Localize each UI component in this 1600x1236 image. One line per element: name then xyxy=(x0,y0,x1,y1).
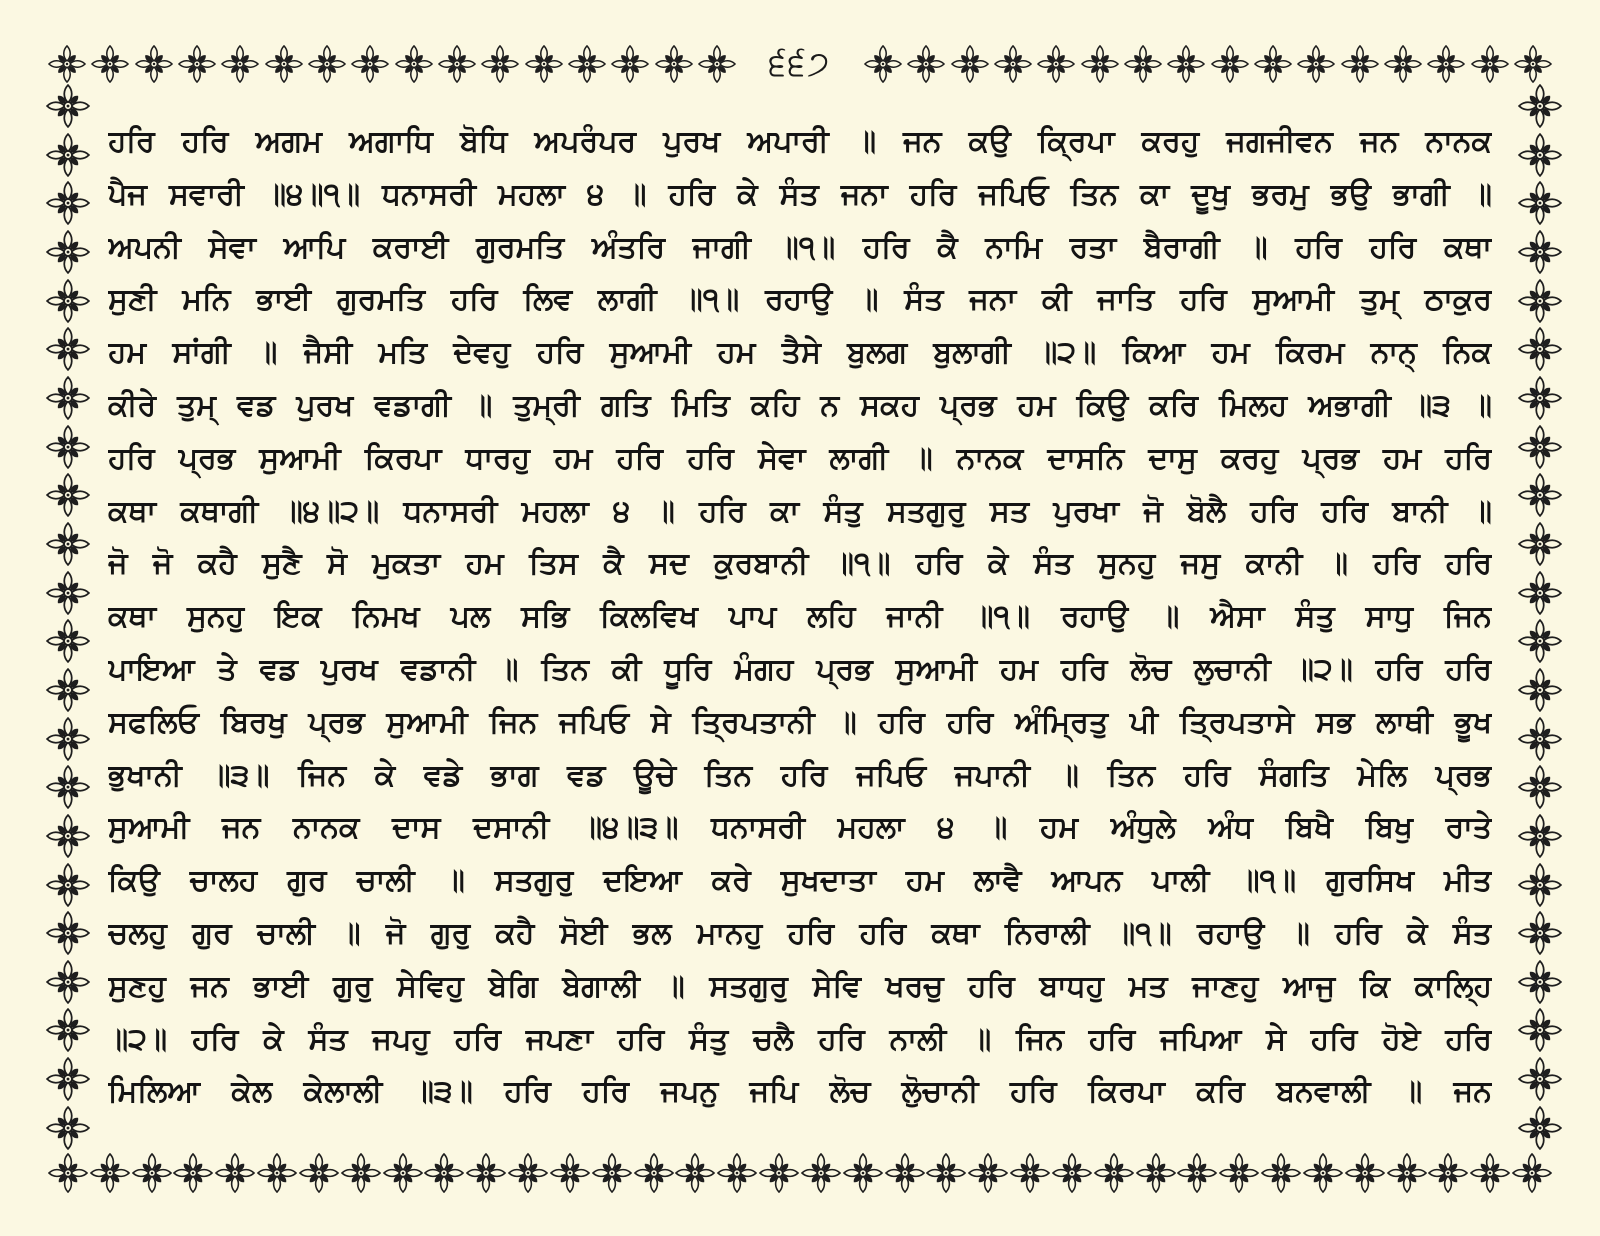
text-line: ਪਾਇਆ ਤੇ ਵਡ ਪੁਰਖ ਵਡਾਨੀ ॥ ਤਿਨ ਕੀ ਧੂਰਿ ਮੰਗਹ ਪ੍ਰਭ ਸੁਆਮੀ ਹਮ ਹਰਿ ਲੋਚ ਲੁਚਾਨੀ ॥੨॥ ਹਰਿ ਹਰਿ xyxy=(108,651,1492,687)
text-line: ਜੋ ਜੋ ਕਹੈ ਸੁਣੈ ਸੋ ਮੁਕਤਾ ਹਮ ਤਿਸ ਕੈ ਸਦ ਕੁਰਬਾਨੀ ॥੧॥ ਹਰਿ ਕੇ ਸੰਤ ਸੁਨਹੁ ਜਸੁ ਕਾਨੀ ॥ ਹਰਿ ਹਰਿ xyxy=(108,546,1492,582)
text-line: ਕਥਾ ਸੁਨਹੁ ਇਕ ਨਿਮਖ ਪਲ ਸਭਿ ਕਿਲਵਿਖ ਪਾਪ ਲਹਿ ਜਾਨੀ ॥੧॥ ਰਹਾਉ ॥ ਐਸਾ ਸੰਤੁ ਸਾਧੁ ਜਿਨ xyxy=(108,599,1492,635)
eight-petal-flower-icon xyxy=(424,1153,464,1193)
eight-petal-flower-icon xyxy=(46,279,90,323)
text-line: ਪੈਜ ਸਵਾਰੀ ॥੪॥੧॥ ਧਨਾਸਰੀ ਮਹਲਾ ੪ ॥ ਹਰਿ ਕੇ ਸੰਤ ਜਨਾ ਹਰਿ ਜਪਿਓ ਤਿਨ ਕਾ ਦੂਖੁ ਭਰਮੁ ਭਉ ਭਾਗੀ ॥ xyxy=(108,176,1492,212)
eight-petal-flower-icon xyxy=(1518,84,1562,128)
eight-petal-flower-icon xyxy=(717,1153,757,1193)
eight-petal-flower-icon xyxy=(265,45,303,83)
eight-petal-flower-icon xyxy=(46,181,90,225)
eight-petal-flower-icon xyxy=(1518,230,1562,274)
eight-petal-flower-icon xyxy=(132,1153,172,1193)
eight-petal-flower-icon xyxy=(46,522,90,566)
eight-petal-flower-icon xyxy=(759,1153,799,1193)
eight-petal-flower-icon xyxy=(351,45,389,83)
text-line: ਕਿਉ ਚਾਲਹ ਗੁਰ ਚਾਲੀ ॥ ਸਤਗੁਰੁ ਦਇਆ ਕਰੇ ਸੁਖਦਾਤਾ ਹਮ ਲਾਵੈ ਆਪਨ ਪਾਲੀ ॥੧॥ ਗੁਰਸਿਖ ਮੀਤ xyxy=(108,863,1492,899)
page-number: ੬੬੭ xyxy=(768,44,832,84)
eight-petal-flower-icon xyxy=(178,45,216,83)
eight-petal-flower-icon xyxy=(395,45,433,83)
eight-petal-flower-icon xyxy=(466,1153,506,1193)
eight-petal-flower-icon xyxy=(592,1153,632,1193)
eight-petal-flower-icon xyxy=(46,473,90,517)
eight-petal-flower-icon xyxy=(864,45,902,83)
eight-petal-flower-icon xyxy=(1512,1153,1552,1193)
bottom-border xyxy=(48,1150,1552,1196)
eight-petal-flower-icon xyxy=(1518,279,1562,323)
eight-petal-flower-icon xyxy=(801,1153,841,1193)
eight-petal-flower-icon xyxy=(1341,45,1379,83)
eight-petal-flower-icon xyxy=(675,1153,715,1193)
eight-petal-flower-icon xyxy=(173,1153,213,1193)
eight-petal-flower-icon xyxy=(46,571,90,615)
eight-petal-flower-icon xyxy=(1514,45,1552,83)
eight-petal-flower-icon xyxy=(46,376,90,420)
eight-petal-flower-icon xyxy=(525,45,563,83)
eight-petal-flower-icon xyxy=(655,45,693,83)
eight-petal-flower-icon xyxy=(1518,473,1562,517)
eight-petal-flower-icon xyxy=(1518,1057,1562,1101)
eight-petal-flower-icon xyxy=(885,1153,925,1193)
text-line: ਹਰਿ ਹਰਿ ਅਗਮ ਅਗਾਧਿ ਬੋਧਿ ਅਪਰੰਪਰ ਪੁਰਖ ਅਪਾਰੀ ॥ ਜਨ ਕਉ ਕ੍ਰਿਪਾ ਕਰਹੁ ਜਗਜੀਵਨ ਜਨ ਨਾਨਕ xyxy=(108,124,1492,159)
eight-petal-flower-icon xyxy=(926,1153,966,1193)
eight-petal-flower-icon xyxy=(46,425,90,469)
eight-petal-flower-icon xyxy=(438,45,476,83)
text-line: ਹਰਿ ਪ੍ਰਭ ਸੁਆਮੀ ਕਿਰਪਾ ਧਾਰਹੁ ਹਮ ਹਰਿ ਹਰਿ ਸੇਵਾ ਲਾਗੀ ॥ ਨਾਨਕ ਦਾਸਨਿ ਦਾਸੁ ਕਰਹੁ ਪ੍ਰਭ ਹਮ ਹਰਿ xyxy=(108,440,1492,476)
eight-petal-flower-icon xyxy=(135,45,173,83)
eight-petal-flower-icon xyxy=(1518,619,1562,663)
left-border xyxy=(40,84,96,1150)
eight-petal-flower-icon xyxy=(1254,45,1292,83)
eight-petal-flower-icon xyxy=(1518,863,1562,907)
eight-petal-flower-icon xyxy=(1518,668,1562,712)
eight-petal-flower-icon xyxy=(1518,425,1562,469)
eight-petal-flower-icon xyxy=(1219,1153,1259,1193)
eight-petal-flower-icon xyxy=(1518,911,1562,955)
eight-petal-flower-icon xyxy=(46,668,90,712)
eight-petal-flower-icon xyxy=(1518,181,1562,225)
text-line: ਸੁਣਹੁ ਜਨ ਭਾਈ ਗੁਰੁ ਸੇਵਿਹੁ ਬੇਗਿ ਬੇਗਾਲੀ ॥ ਸਤਗੁਰੁ ਸੇਵਿ ਖਰਚੁ ਹਰਿ ਬਾਧਹੁ ਮਤ ਜਾਣਹੁ ਆਜੁ ਕਿ ਕਾਲ੍ਹਿ xyxy=(108,968,1492,1004)
text-line: ਹਮ ਸਾਂਗੀ ॥ ਜੈਸੀ ਮਤਿ ਦੇਵਹੁ ਹਰਿ ਸੁਆਮੀ ਹਮ ਤੈਸੇ ਬੁਲਗ ਬੁਲਾਗੀ ॥੨॥ ਕਿਆ ਹਮ ਕਿਰਮ ਨਾਨ੍ ਨਿਕ xyxy=(108,335,1492,371)
eight-petal-flower-icon xyxy=(46,960,90,1004)
eight-petal-flower-icon xyxy=(46,765,90,809)
eight-petal-flower-icon xyxy=(1177,1153,1217,1193)
text-line: ॥੨॥ ਹਰਿ ਕੇ ਸੰਤ ਜਪਹੁ ਹਰਿ ਜਪਣਾ ਹਰਿ ਸੰਤੁ ਚਲੈ ਹਰਿ ਨਾਲੀ ॥ ਜਿਨ ਹਰਿ ਜਪਿਆ ਸੇ ਹਰਿ ਹੋਏ ਹਰਿ xyxy=(108,1021,1492,1057)
text-line: ਸੁਆਮੀ ਜਨ ਨਾਨਕ ਦਾਸ ਦਸਾਨੀ ॥੪॥੩॥ ਧਨਾਸਰੀ ਮਹਲਾ ੪ ॥ ਹਮ ਅੰਧੁਲੇ ਅੰਧ ਬਿਖੈ ਬਿਖੁ ਰਾਤੇ xyxy=(108,810,1492,846)
scripture-text xyxy=(108,116,1492,1120)
eight-petal-flower-icon xyxy=(46,814,90,858)
eight-petal-flower-icon xyxy=(1136,1153,1176,1193)
eight-petal-flower-icon xyxy=(1518,327,1562,371)
eight-petal-flower-icon xyxy=(46,230,90,274)
eight-petal-flower-icon xyxy=(1518,717,1562,761)
eight-petal-flower-icon xyxy=(1094,1153,1134,1193)
eight-petal-flower-icon xyxy=(46,911,90,955)
eight-petal-flower-icon xyxy=(215,1153,255,1193)
text-line: ਚਲਹੁ ਗੁਰ ਚਾਲੀ ॥ ਜੋ ਗੁਰੁ ਕਹੈ ਸੋਈ ਭਲ ਮਾਨਹੁ ਹਰਿ ਹਰਿ ਕਥਾ ਨਿਰਾਲੀ ॥੧॥ ਰਹਾਉ ॥ ਹਰਿ ਕੇ ਸੰਤ xyxy=(108,915,1492,951)
text-line: ਸਫਲਿਓ ਬਿਰਖੁ ਪ੍ਰਭ ਸੁਆਮੀ ਜਿਨ ਜਪਿਓ ਸੇ ਤ੍ਰਿਪਤਾਨੀ ॥ ਹਰਿ ਹਰਿ ਅੰਮ੍ਰਿਤੁ ਪੀ ਤ੍ਰਿਪਤਾਸੇ ਸਭ ਲਾਥੀ ਭੂਖ xyxy=(108,704,1492,740)
eight-petal-flower-icon xyxy=(48,1153,88,1193)
eight-petal-flower-icon xyxy=(46,1008,90,1052)
eight-petal-flower-icon xyxy=(1384,45,1422,83)
text-line: ਕਥਾ ਕਥਾਗੀ ॥੪॥੨॥ ਧਨਾਸਰੀ ਮਹਲਾ ੪ ॥ ਹਰਿ ਕਾ ਸੰਤੁ ਸਤਗੁਰੁ ਸਤ ਪੁਰਖਾ ਜੋ ਬੋਲੈ ਹਰਿ ਹਰਿ ਬਾਨੀ ॥ xyxy=(108,493,1492,529)
eight-petal-flower-icon xyxy=(1052,1153,1092,1193)
eight-petal-flower-icon xyxy=(46,1106,90,1150)
eight-petal-flower-icon xyxy=(1037,45,1075,83)
eight-petal-flower-icon xyxy=(1518,1008,1562,1052)
eight-petal-flower-icon xyxy=(481,45,519,83)
eight-petal-flower-icon xyxy=(907,45,945,83)
eight-petal-flower-icon xyxy=(1081,45,1119,83)
eight-petal-flower-icon xyxy=(1518,571,1562,615)
top-border-left xyxy=(48,44,736,84)
text-line: ਕੀਰੇ ਤੁਮ੍ ਵਡ ਪੁਰਖ ਵਡਾਗੀ ॥ ਤੁਮ੍ਰੀ ਗਤਿ ਮਿਤਿ ਕਹਿ ਨ ਸਕਹ ਪ੍ਰਭ ਹਮ ਕਿਉ ਕਰਿ ਮਿਲਹ ਅਭਾਗੀ ॥੩ ॥ xyxy=(108,387,1492,423)
eight-petal-flower-icon xyxy=(1428,1153,1468,1193)
eight-petal-flower-icon xyxy=(698,45,736,83)
eight-petal-flower-icon xyxy=(48,45,86,83)
eight-petal-flower-icon xyxy=(1518,376,1562,420)
eight-petal-flower-icon xyxy=(550,1153,590,1193)
eight-petal-flower-icon xyxy=(951,45,989,83)
eight-petal-flower-icon xyxy=(508,1153,548,1193)
text-line: ਭੁਖਾਨੀ ॥੩॥ ਜਿਨ ਕੇ ਵਡੇ ਭਾਗ ਵਡ ਊਚੇ ਤਿਨ ਹਰਿ ਜਪਿਓ ਜਪਾਨੀ ॥ ਤਿਨ ਹਰਿ ਸੰਗਤਿ ਮੇਲਿ ਪ੍ਰਭ xyxy=(108,757,1492,793)
eight-petal-flower-icon xyxy=(568,45,606,83)
eight-petal-flower-icon xyxy=(46,717,90,761)
eight-petal-flower-icon xyxy=(91,45,129,83)
eight-petal-flower-icon xyxy=(1167,45,1205,83)
eight-petal-flower-icon xyxy=(1427,45,1465,83)
eight-petal-flower-icon xyxy=(1518,814,1562,858)
eight-petal-flower-icon xyxy=(968,1153,1008,1193)
eight-petal-flower-icon xyxy=(221,45,259,83)
eight-petal-flower-icon xyxy=(1303,1153,1343,1193)
eight-petal-flower-icon xyxy=(611,45,649,83)
eight-petal-flower-icon xyxy=(341,1153,381,1193)
text-line: ਅਪਨੀ ਸੇਵਾ ਆਪਿ ਕਰਾਈ ਗੁਰਮਤਿ ਅੰਤਰਿ ਜਾਗੀ ॥੧॥ ਹਰਿ ਕੈ ਨਾਮਿ ਰਤਾ ਬੈਰਾਗੀ ॥ ਹਰਿ ਹਰਿ ਕਥਾ xyxy=(108,229,1492,265)
eight-petal-flower-icon xyxy=(1470,1153,1510,1193)
eight-petal-flower-icon xyxy=(46,84,90,128)
eight-petal-flower-icon xyxy=(308,45,346,83)
eight-petal-flower-icon xyxy=(1297,45,1335,83)
eight-petal-flower-icon xyxy=(634,1153,674,1193)
eight-petal-flower-icon xyxy=(1211,45,1249,83)
text-line: ਸੁਣੀ ਮਨਿ ਭਾਈ ਗੁਰਮਤਿ ਹਰਿ ਲਿਵ ਲਾਗੀ ॥੧॥ ਰਹਾਉ ॥ ਸੰਤ ਜਨਾ ਕੀ ਜਾਤਿ ਹਰਿ ਸੁਆਮੀ ਤੁਮ੍ ਠਾਕੁਰ xyxy=(108,282,1492,318)
text-line: ਮਿਲਿਆ ਕੇਲ ਕੇਲਾਲੀ ॥੩॥ ਹਰਿ ਹਰਿ ਜਪਨੁ ਜਪਿ ਲੋਚ ਲੋੁਚਾਨੀ ਹਰਿ ਕਿਰਪਾ ਕਰਿ ਬਨਵਾਲੀ ॥ ਜਨ xyxy=(108,1074,1492,1110)
eight-petal-flower-icon xyxy=(1124,45,1162,83)
eight-petal-flower-icon xyxy=(1518,133,1562,177)
eight-petal-flower-icon xyxy=(1345,1153,1385,1193)
eight-petal-flower-icon xyxy=(994,45,1032,83)
eight-petal-flower-icon xyxy=(843,1153,883,1193)
right-border xyxy=(1512,84,1568,1150)
eight-petal-flower-icon xyxy=(46,619,90,663)
eight-petal-flower-icon xyxy=(46,1057,90,1101)
eight-petal-flower-icon xyxy=(1471,45,1509,83)
eight-petal-flower-icon xyxy=(1518,1106,1562,1150)
eight-petal-flower-icon xyxy=(1387,1153,1427,1193)
eight-petal-flower-icon xyxy=(1518,960,1562,1004)
eight-petal-flower-icon xyxy=(383,1153,423,1193)
eight-petal-flower-icon xyxy=(46,327,90,371)
eight-petal-flower-icon xyxy=(1518,522,1562,566)
eight-petal-flower-icon xyxy=(1010,1153,1050,1193)
eight-petal-flower-icon xyxy=(1518,765,1562,809)
eight-petal-flower-icon xyxy=(90,1153,130,1193)
eight-petal-flower-icon xyxy=(299,1153,339,1193)
eight-petal-flower-icon xyxy=(46,863,90,907)
top-border-right xyxy=(864,44,1552,84)
eight-petal-flower-icon xyxy=(257,1153,297,1193)
eight-petal-flower-icon xyxy=(46,133,90,177)
eight-petal-flower-icon xyxy=(1261,1153,1301,1193)
